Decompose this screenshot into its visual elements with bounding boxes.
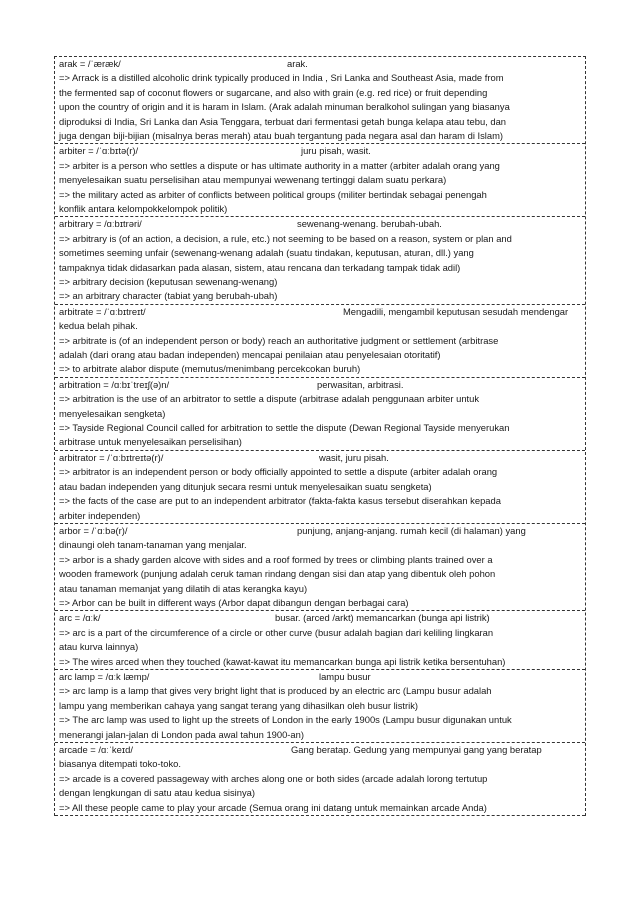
- entry-term: arak = /ˈæræk/: [59, 58, 121, 69]
- entry-arc-lamp: [55, 670, 585, 743]
- entry-line: wooden framework (punjung adalah ceruk taman rindang dengan sisi dan atap yang dibentuk oleh pohon: [59, 568, 496, 580]
- entry-line: => Tayside Regional Council called for arbitration to settle the dispute (Dewan Regional Tayside menyerukan: [59, 422, 510, 434]
- entry-translation-continued: dinaungi oleh tanam-tanaman yang menjalar.: [59, 539, 247, 551]
- entry-arbitrate: [55, 305, 585, 378]
- entry-line: diproduksi di India, Sri Lanka dan Asia Tenggara, terbuat dari fermentasi getah bunga kelapa atau tebu, dan: [59, 115, 507, 127]
- entry-translation-continued: kedua belah pihak.: [59, 320, 138, 332]
- entry-line: menyelesaikan sengketa): [59, 407, 166, 419]
- entry-translation: lampu busur: [319, 670, 371, 682]
- entry-line: => an arbitrary character (tabiat yang berubah-ubah): [59, 290, 278, 302]
- entry-translation: juru pisah, wasit.: [301, 145, 371, 157]
- entry-term: arbor = /ˈɑːbə(r)/: [59, 524, 128, 536]
- entry-line: menerangi jalan-jalan di London pada awal tahun 1900-an): [59, 728, 304, 740]
- entry-line: => arbitration is the use of an arbitrator to settle a dispute (arbitrase adalah penggunaan arbiter untuk: [59, 393, 480, 405]
- entry-line: => arc lamp is a lamp that gives very bright light that is produced by an electric arc (Lampu busur adalah: [59, 685, 492, 697]
- entry-header: [57, 524, 583, 538]
- entry-header: [57, 611, 583, 625]
- entry-arbor: [55, 524, 585, 611]
- entry-header: [57, 743, 583, 757]
- entry-header: [57, 451, 583, 465]
- dictionary-document: [54, 56, 586, 816]
- entry-line: => arbiter is a person who settles a dispute or has ultimate authority in a matter (arbiter adalah orang yang: [59, 159, 500, 171]
- entry-line: => The wires arced when they touched (kawat-kawat itu memancarkan bunga api listrik ketika bersentuhan): [59, 655, 506, 667]
- entry-header: [57, 670, 583, 684]
- entry-line: lampu yang memberikan cahaya yang sangat terang yang dihasilkan oleh busur listrik): [59, 699, 419, 711]
- entry-translation-continued: biasanya ditempati toko-toko.: [59, 758, 181, 770]
- entry-term: arc lamp = /ɑːk læmp/: [59, 670, 150, 682]
- entry-line: atau badan independen yang ditunjuk secara resmi untuk menyelesaikan suatu sengketa): [59, 480, 432, 492]
- entry-line: dengan lengkungan di satu atau kedua sisinya): [59, 787, 255, 799]
- entry-term: arc = /ɑːk/: [59, 612, 101, 624]
- entry-translation: Mengadili, mengambil keputusan sesudah mendengar: [343, 305, 569, 317]
- entry-line: sometimes seeming unfair (sewenang-wenang adalah (suatu tindakan, keputusan, aturan, dll.) yang: [59, 247, 474, 259]
- entry-line: => to arbitrate alabor dispute (memutus/menimbang percekcokan buruh): [59, 363, 361, 375]
- entry-translation: Gang beratap. Gedung yang mempunyai gang yang beratap: [291, 743, 542, 755]
- entry-term: arbitrate = /ˈɑːbɪtreɪt/: [59, 305, 146, 317]
- entry-header: [57, 217, 583, 231]
- entry-line: => arc is a part of the circumference of a circle or other curve (busur adalah bagian dari keliling lingkaran: [59, 626, 494, 638]
- entry-line: => The arc lamp was used to light up the streets of London in the early 1900s (Lampu busur digunakan untuk: [59, 714, 512, 726]
- entry-line: juga dengan biji-bijian (misalnya beras merah) atau buah tergantung pada negara asal dan haram di Islam): [59, 130, 504, 142]
- entry-line: => arbitrator is an independent person or body officially appointed to settle a dispute (arbiter adalah orang: [59, 466, 498, 478]
- entry-line: menyelesaikan suatu perselisihan atau mempunyai wewenang tertinggi dalam suatu perkara): [59, 174, 447, 186]
- entry-line: atau kurva lainnya): [59, 641, 139, 653]
- entry-translation: wasit, juru pisah.: [319, 451, 389, 463]
- entry-line: => arcade is a covered passageway with arches along one or both sides (arcade adalah lorong tertutup: [59, 772, 488, 784]
- entry-line: atau tanaman memanjat yang dilatih di atas kerangka kayu): [59, 582, 308, 594]
- entry-line: => Arrack is a distilled alcoholic drink typically produced in India , Sri Lanka and Southeast Asia, made from: [59, 72, 504, 84]
- entry-line: the fermented sap of coconut flowers or sugarcane, and also with grain (e.g. red rice) or fruit depending: [59, 86, 488, 98]
- entry-header: [57, 305, 583, 319]
- entry-translation: sewenang-wenang. berubah-ubah.: [297, 218, 442, 230]
- entry-line: => the military acted as arbiter of conflicts between political groups (militer bertindak sebagai penengah: [59, 188, 487, 200]
- entry-arbiter: [55, 144, 585, 217]
- entry-line: => arbitrary decision (keputusan sewenang-wenang): [59, 276, 278, 288]
- entry-term: arcade = /ɑːˈkeɪd/: [59, 743, 133, 755]
- entry-translation: perwasitan, arbitrasi.: [317, 378, 404, 390]
- entry-line: => arbitrary is (of an action, a decision, a rule, etc.) not seeming to be based on a reason, system or plan and: [59, 232, 512, 244]
- entry-line: arbiter independen): [59, 509, 141, 521]
- entry-header: [57, 144, 583, 158]
- entry-line: adalah (dari orang atau badan independen) mencapai penilaian atau penyelesaian otoritatif): [59, 349, 441, 361]
- entry-line: tampaknya tidak didasarkan pada alasan, sistem, atau rencana dan terkadang tampak tidak adil): [59, 261, 461, 273]
- entry-arbitrator: [55, 451, 585, 524]
- entry-line: konflik antara kelompokkelompok politik): [59, 203, 228, 215]
- entry-translation: punjung, anjang-anjang. rumah kecil (di halaman) yang: [297, 524, 526, 536]
- entry-line: arbitrase untuk menyelesaikan perselisihan): [59, 436, 242, 448]
- entry-arbitrary: [55, 217, 585, 304]
- entry-term: arbitration = /ɑːbɪˈtreɪʃ(ə)n/: [59, 378, 170, 390]
- entry-arc: [55, 611, 585, 670]
- entry-header: [57, 378, 583, 392]
- entry-arbitration: [55, 378, 585, 451]
- entry-line: => Arbor can be built in different ways (Arbor dapat dibangun dengan berbagai cara): [59, 596, 409, 608]
- entry-line: => the facts of the case are put to an independent arbitrator (fakta-fakta kasus tersebut diserahkan kepada: [59, 495, 501, 507]
- entry-line: => arbor is a shady garden alcove with sides and a roof formed by trees or climbing plants trained over a: [59, 553, 493, 565]
- entry-line: => arbitrate is (of an independent person or body) reach an authoritative judgment or settlement (arbitrase: [59, 334, 499, 346]
- entry-line: => All these people came to play your arcade (Semua orang ini datang untuk memainkan arcade Anda): [59, 801, 487, 813]
- entry-translation: arak.: [287, 58, 308, 69]
- entry-translation: busar. (arced /arkt) memancarkan (bunga api listrik): [275, 612, 490, 624]
- entry-term: arbiter = /ˈɑːbɪtə(r)/: [59, 145, 139, 157]
- entry-term: arbitrator = /ˈɑːbɪtreɪtə(r)/: [59, 451, 164, 463]
- entry-header: [57, 57, 583, 71]
- entry-arak: [55, 57, 585, 144]
- entry-arcade: [55, 743, 585, 816]
- entry-line: upon the country of origin and it is haram in Islam. (Arak adalah minuman beralkohol sulingan yang biasanya: [59, 101, 510, 113]
- entry-term: arbitrary = /ɑːbɪtrəri/: [59, 218, 142, 230]
